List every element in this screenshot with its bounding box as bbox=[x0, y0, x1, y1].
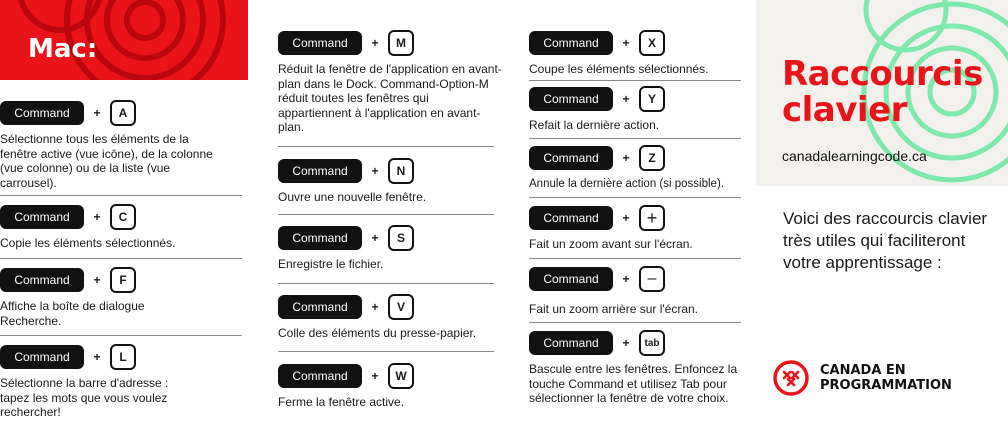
command-key: Command bbox=[278, 226, 362, 250]
command-key: Command bbox=[529, 31, 613, 55]
divider bbox=[0, 258, 242, 259]
plus-sign: + bbox=[622, 211, 630, 225]
plus-sign: + bbox=[371, 36, 379, 50]
divider bbox=[529, 322, 741, 323]
logo-text: CANADA EN PROGRAMMATION bbox=[820, 363, 952, 393]
shortcut-entry bbox=[529, 266, 764, 317]
command-key: Command bbox=[278, 159, 362, 183]
key-x: X bbox=[639, 30, 665, 56]
command-key: Command bbox=[0, 205, 84, 229]
key-v: V bbox=[388, 294, 414, 320]
shortcut-entry bbox=[0, 267, 255, 328]
shortcut-description: Sélectionne tous les éléments de la fenêtre active (vue icône), de la colonne (vue colonne) ou de la liste (vue carrousel). bbox=[0, 132, 213, 190]
key-m: M bbox=[388, 30, 414, 56]
shortcut-entry bbox=[0, 100, 255, 190]
key-z: Z bbox=[639, 145, 665, 171]
divider bbox=[529, 197, 741, 198]
canada-learning-code-logo-icon bbox=[772, 359, 810, 397]
shortcut-entry bbox=[278, 225, 518, 272]
shortcut-description: Colle des éléments du presse-papier. bbox=[278, 326, 477, 340]
panel-title: Raccourcis clavier bbox=[782, 54, 983, 130]
plus-sign: + bbox=[93, 106, 101, 120]
key-n: N bbox=[388, 158, 414, 184]
shortcut-entry bbox=[278, 30, 518, 135]
shortcut-entry bbox=[529, 145, 764, 192]
command-key: Command bbox=[529, 87, 613, 111]
shortcut-description: Annule la dernière action (si possible). bbox=[529, 178, 724, 190]
shortcut-description: Fait un zoom arrière sur l'écran. bbox=[529, 302, 699, 316]
shortcut-entry bbox=[529, 205, 764, 252]
key-y: Y bbox=[639, 86, 665, 112]
shortcut-description: Réduit la fenêtre de l'application en avant-plan dans le Dock. Command-Option-M réduit toutes les fenêtres qui appartiennent à l'application en avant-plan. bbox=[278, 62, 502, 134]
shortcut-description: Copie les éléments sélectionnés. bbox=[0, 236, 176, 250]
key-minus: – bbox=[639, 266, 665, 292]
divider bbox=[529, 138, 741, 139]
command-key: Command bbox=[0, 101, 84, 125]
divider bbox=[278, 283, 494, 284]
plus-sign: + bbox=[371, 369, 379, 383]
plus-sign: + bbox=[371, 231, 379, 245]
plus-sign: + bbox=[622, 272, 630, 286]
shortcut-description: Coupe les éléments sélectionnés. bbox=[529, 62, 709, 76]
divider bbox=[278, 351, 494, 352]
shortcut-entry bbox=[278, 363, 518, 410]
command-key: Command bbox=[0, 268, 84, 292]
shortcut-entry bbox=[529, 30, 764, 77]
shortcut-description: Sélectionne la barre d'adresse : tapez les mots que vous voulez rechercher! bbox=[0, 376, 169, 419]
shortcut-entry bbox=[529, 86, 764, 133]
key-tab: tab bbox=[639, 330, 665, 356]
shortcut-description: Bascule entre les fenêtres. Enfoncez la touche Command et utilisez Tab pour sélectionner la fenêtre de votre choix. bbox=[529, 362, 738, 405]
divider bbox=[0, 195, 242, 196]
key-f: F bbox=[110, 267, 136, 293]
plus-sign: + bbox=[622, 92, 630, 106]
title-panel bbox=[756, 0, 1008, 186]
plus-sign: + bbox=[93, 273, 101, 287]
key-a: A bbox=[110, 100, 136, 126]
command-key: Command bbox=[529, 206, 613, 230]
key-s: S bbox=[388, 225, 414, 251]
website-url: canadalearningcode.ca bbox=[782, 148, 927, 164]
plus-sign: + bbox=[93, 350, 101, 364]
shortcut-description: Enregistre le fichier. bbox=[278, 257, 384, 271]
key-c: C bbox=[110, 204, 136, 230]
shortcut-entry bbox=[529, 330, 764, 406]
command-key: Command bbox=[278, 31, 362, 55]
command-key: Command bbox=[529, 267, 613, 291]
plus-sign: + bbox=[371, 300, 379, 314]
intro-text: Voici des raccourcis clavier très utiles qui faciliteront votre apprentissage : bbox=[783, 209, 988, 272]
command-key: Command bbox=[529, 331, 613, 355]
shortcut-entry bbox=[278, 158, 518, 205]
divider bbox=[278, 214, 494, 215]
plus-sign: + bbox=[622, 36, 630, 50]
mac-header bbox=[0, 0, 248, 80]
plus-sign: + bbox=[371, 164, 379, 178]
divider bbox=[0, 335, 242, 336]
plus-sign: + bbox=[93, 210, 101, 224]
page-title: Mac: bbox=[28, 34, 98, 64]
command-key: Command bbox=[0, 345, 84, 369]
divider bbox=[278, 146, 494, 147]
plus-sign: + bbox=[622, 336, 630, 350]
command-key: Command bbox=[278, 364, 362, 388]
command-key: Command bbox=[529, 146, 613, 170]
key-plus: + bbox=[639, 205, 665, 231]
plus-sign: + bbox=[622, 151, 630, 165]
shortcut-entry bbox=[278, 294, 518, 341]
shortcut-description: Affiche la boîte de dialogue Recherche. bbox=[0, 299, 145, 328]
shortcut-description: Ferme la fenêtre active. bbox=[278, 395, 405, 409]
shortcut-entry bbox=[0, 344, 255, 420]
divider bbox=[529, 258, 741, 259]
key-w: W bbox=[388, 363, 414, 389]
organization-logo bbox=[772, 358, 972, 398]
shortcut-description: Fait un zoom avant sur l'écran. bbox=[529, 237, 693, 251]
shortcut-description: Refait la dernière action. bbox=[529, 118, 660, 132]
shortcut-entry bbox=[0, 204, 255, 251]
key-l: L bbox=[110, 344, 136, 370]
command-key: Command bbox=[278, 295, 362, 319]
shortcut-description: Ouvre une nouvelle fenêtre. bbox=[278, 190, 427, 204]
divider bbox=[529, 80, 741, 81]
